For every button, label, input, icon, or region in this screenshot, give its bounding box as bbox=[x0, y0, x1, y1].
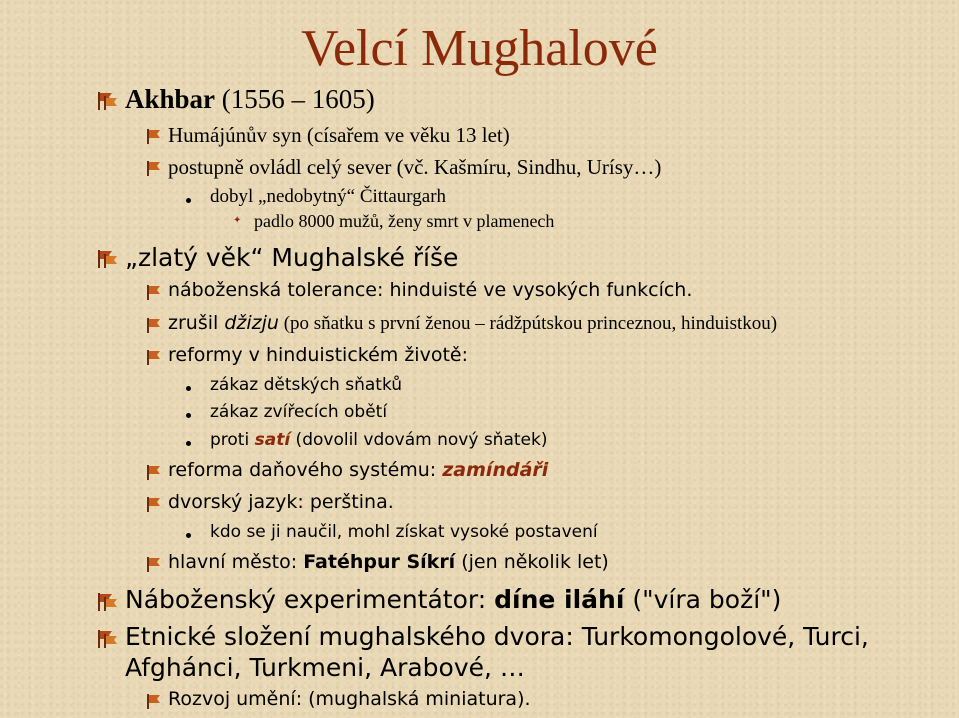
tolerance-item: náboženská tolerance: hinduisté ve vysokých funkcích. bbox=[168, 279, 693, 301]
slide-title: Velcí Mughalové bbox=[301, 20, 658, 77]
flag-bullet-icon bbox=[146, 350, 162, 366]
double-flag-bullet-icon bbox=[97, 92, 119, 112]
akhbar-item-humajun: Humájúnův syn (císařem ve věku 13 let) bbox=[168, 123, 510, 147]
sati-post: (dovolil vdovám nový sňatek) bbox=[290, 430, 548, 450]
flag-bullet-icon bbox=[146, 161, 162, 177]
experimentator-heading bbox=[125, 585, 781, 614]
danova-pre: reforma daňového systému: bbox=[168, 459, 443, 481]
dzizja-item bbox=[168, 312, 777, 335]
experimentator-pre: Náboženský experimentátor: bbox=[125, 585, 495, 614]
sati-item bbox=[210, 430, 547, 450]
rozvoj-item: Rozvoj umění: (mughalská miniatura). bbox=[168, 688, 531, 710]
mesto-post: (jen několik let) bbox=[455, 551, 609, 573]
danova-item bbox=[168, 459, 548, 481]
jazyk-item: dvorský jazyk: perština. bbox=[168, 491, 394, 513]
sati-term: satí bbox=[254, 430, 291, 450]
etnicke-line-2: Afghánci, Turkmeni, Arabové, … bbox=[125, 653, 525, 682]
dzizja-pre: zrušil bbox=[168, 312, 225, 334]
dot-bullet-icon bbox=[186, 386, 191, 391]
flag-bullet-icon bbox=[146, 318, 162, 334]
experimentator-post: ("víra boží") bbox=[624, 585, 782, 614]
flag-bullet-icon bbox=[146, 557, 162, 573]
mesto-item bbox=[168, 551, 609, 573]
flag-bullet-icon bbox=[146, 497, 162, 513]
flag-bullet-icon bbox=[146, 694, 162, 710]
zlaty-vek-heading: „zlatý věk“ Mughalské říše bbox=[125, 243, 459, 272]
danova-term: zamíndáři bbox=[442, 459, 549, 481]
padlo-item: padlo 8000 mužů, ženy smrt v plamenech bbox=[254, 211, 555, 231]
dot-bullet-icon bbox=[186, 533, 191, 538]
akhbar-name: Akhbar bbox=[125, 84, 216, 114]
flag-bullet-icon bbox=[146, 465, 162, 481]
naucil-item: kdo se ji naučil, mohl získat vysoké postavení bbox=[210, 522, 598, 542]
dot-bullet-icon bbox=[186, 441, 191, 446]
flag-bullet-icon bbox=[146, 129, 162, 145]
flag-bullet-icon bbox=[146, 285, 162, 301]
reformy-sub-obeti: zákaz zvířecích obětí bbox=[210, 402, 388, 422]
dot-bullet-icon bbox=[186, 198, 191, 203]
reformy-sub-snatky: zákaz dětských sňatků bbox=[210, 375, 403, 395]
etnicke-line-1: Etnické složení mughalského dvora: Turkomongolové, Turci, bbox=[125, 622, 869, 651]
double-flag-bullet-icon bbox=[97, 593, 119, 613]
mesto-pre: hlavní město: bbox=[168, 551, 304, 573]
dzizja-term: džizju bbox=[224, 312, 279, 334]
dzizja-note: (po sňatku s první ženou – rádžpútskou princeznou, hinduistkou) bbox=[278, 313, 778, 334]
experimentator-term: díne iláhí bbox=[494, 585, 625, 614]
akhbar-dates: (1556 – 1605) bbox=[221, 84, 375, 114]
cittaurgarh-item: dobyl „nedobytný“ Čittaurgarh bbox=[210, 186, 447, 207]
akhbar-item-sever: postupně ovládl celý sever (vč. Kašmíru, Sindhu, Urísy…) bbox=[168, 155, 662, 179]
reformy-item: reformy v hinduistickém životě: bbox=[168, 344, 468, 366]
double-flag-bullet-icon bbox=[97, 250, 119, 270]
mesto-term: Fatéhpur Síkrí bbox=[303, 551, 456, 573]
akhbar-heading bbox=[125, 84, 375, 115]
double-flag-bullet-icon bbox=[97, 630, 119, 650]
star-bullet-icon: ✦ bbox=[233, 215, 242, 226]
sati-pre: proti bbox=[210, 430, 255, 450]
dot-bullet-icon bbox=[186, 413, 191, 418]
